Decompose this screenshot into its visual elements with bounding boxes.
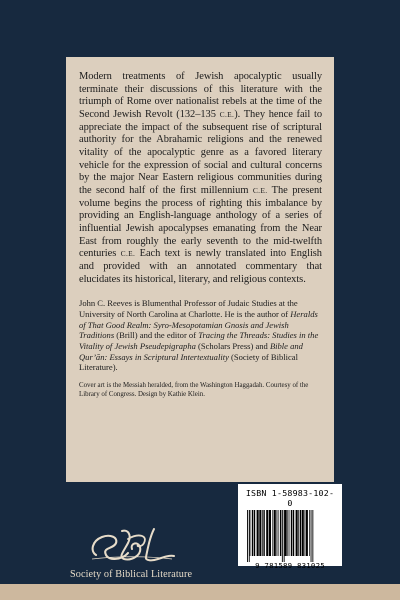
barcode-bar <box>289 510 290 556</box>
barcode-bar <box>293 510 294 556</box>
description-text-part: The present volume begins the process of righting this imbalance by providing an English-language anthology of a series of influential Jewish apocalypses emanating from the Near East from roughly the early seventh to the mid-twelfth centuries <box>79 184 322 260</box>
barcode-guard-bar <box>284 510 285 562</box>
barcode-bar <box>263 510 264 556</box>
bio-text-part: (Society of Biblical Literature). <box>79 351 298 373</box>
text-panel <box>66 57 334 482</box>
bio-text-part: John C. Reeves is Blumenthal Professor of Judaic Studies at the University of North Carolina at Charlotte. He is the author of <box>79 298 298 319</box>
barcode-bar <box>287 510 288 556</box>
barcode-bars <box>245 510 335 562</box>
barcode-bar <box>257 510 259 556</box>
barcode-bar <box>300 510 301 556</box>
barcode-bar <box>274 510 276 556</box>
barcode-bar <box>306 510 308 556</box>
barcode-bar <box>309 510 310 556</box>
barcode-bar <box>272 510 273 556</box>
barcode-bar <box>280 510 281 556</box>
book-title: Heralds of That Good Realm: Syro-Mesopotamian Gnosis and Jewish Traditions <box>79 308 318 341</box>
barcode-guard-bar <box>247 510 248 562</box>
barcode-guard-bar <box>282 510 283 562</box>
publisher-name: Society of Biblical Literature <box>70 569 193 580</box>
barcode-guard-bar <box>312 510 313 562</box>
barcode-bar <box>285 510 287 556</box>
barcode-bar <box>302 510 304 556</box>
isbn-barcode <box>238 484 342 570</box>
isbn-number: ISBN 1-58983-102-0 <box>245 488 335 508</box>
description-paragraph <box>79 71 322 286</box>
cover-credits: Cover art is the Messiah heralded, from the Washington Haggadah. Courtesy of the Library of Congress. Design by Kathie Klein. <box>79 382 309 398</box>
description-text-part: ). They hence fail to appreciate the impact of the subsequent rise of scriptural authority for the Abrahamic religions and the renewed vitality of the apocalyptic genre as a favored literary vehicle for the expression of social and cultural concerns by the major Near Eastern religious communities during the second half of the first millennium <box>79 108 323 196</box>
description-text-part: Modern treatments of Jewish apocalyptic usually terminate their discussions of this literature with the triumph of Rome over nationalist rebels at the time of the Second Jewish Revolt (132–135 <box>79 71 322 120</box>
barcode-bar <box>277 510 278 556</box>
barcode-bar <box>269 510 271 556</box>
barcode-bar <box>296 510 298 556</box>
barcode-bar <box>291 510 292 556</box>
era-abbreviation: C.E. <box>120 249 136 259</box>
barcode-bar <box>298 510 299 556</box>
book-title: Tracing the Threads: Studies in the Vitality of Jewish Pseudepigrapha <box>79 330 319 351</box>
barcode-digits: 9 781589 831025 <box>255 561 325 570</box>
barcode-bar <box>250 510 251 556</box>
barcode-bar <box>259 510 261 556</box>
bio-text-part: (Brill) and the editor of <box>114 330 199 341</box>
description-text-part: Each text is newly translated into English and provided with an annotated commentary that elucidates its historical, literary, and religious contexts. <box>79 248 322 285</box>
publisher-logo <box>70 525 260 585</box>
bottom-tan-strip <box>0 584 400 600</box>
barcode-bar <box>262 510 263 556</box>
author-bio <box>79 298 322 373</box>
barcode-bar <box>252 510 253 556</box>
barcode-guard-bar <box>249 510 250 562</box>
book-title: Bible and Qur’ān: Essays in Scriptural Intertextuality <box>79 340 303 362</box>
barcode-bar <box>254 510 255 556</box>
era-abbreviation: C.E. <box>252 185 268 195</box>
barcode-bar <box>278 510 279 556</box>
era-abbreviation: C.E. <box>219 109 235 119</box>
sbl-logo-mark <box>88 525 176 563</box>
barcode-bar <box>266 510 268 556</box>
barcode-guard-bar <box>311 510 312 562</box>
bio-text-part: (Scholars Press) and <box>195 340 270 351</box>
barcode-bar <box>305 510 306 556</box>
